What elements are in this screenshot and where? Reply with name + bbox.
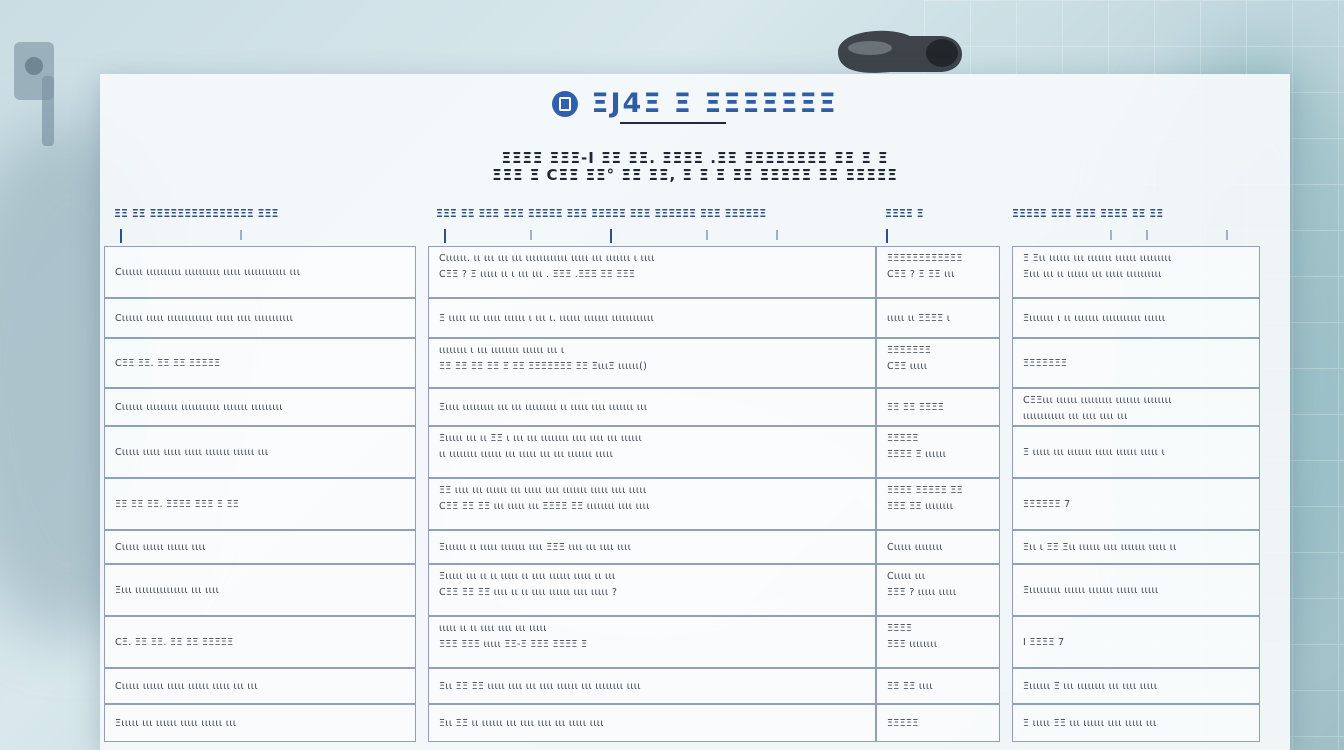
document-title: ΞJ4Ξ Ξ ΞΞΞΞΞΞΞ [591, 88, 838, 119]
table-cell [1012, 246, 1260, 298]
cell-text: CΞ. ΞΞ ΞΞ. ΞΞ ΞΞ ΞΞΞΞΞ [115, 637, 234, 648]
cell-text: CΞΞ ? Ξ ιιιιι ιι ι ιιι ιιι . ΞΞΞ .ΞΞΞ ΞΞ ΞΞΞ [439, 269, 636, 280]
table-cell [428, 426, 876, 478]
table-cell [104, 668, 416, 704]
cell-text: Ξιιι ιιιιιιιιιιιιιιι ιιι ιιιι [115, 585, 220, 596]
cell-text: Ξιιιιι ιιι ιιιιιι ιιιιι ιιιιιι ιιι [115, 718, 237, 729]
table-cell [1012, 668, 1260, 704]
cell-text: Ξιι ι ΞΞ Ξιι ιιιιιι ιιιι ιιιιιιι ιιιιι ιι [1023, 542, 1177, 553]
cell-text: Ξιιι ιιι ιι ιιιιιι ιιι ιιιιι ιιιιιιιιιι [1023, 269, 1162, 280]
cell-text: ΞΞΞ ΞΞ ιιιιιιιι [887, 501, 954, 512]
cell-text: Cιιιιι ιιιιιιιι [887, 542, 943, 553]
column-4-marker-secondary [1146, 230, 1148, 240]
cell-text: ιιιιι ιι ΞΞΞΞ ι [887, 313, 951, 324]
cell-text: Ξ ιιιιι ιιι ιιιιι ιιιιιι ι ιιι ι. ιιιιιι ιιιιιιι ιιιιιιιιιιιι [439, 313, 655, 324]
cell-text: Ι ΞΞΞΞ 7 [1023, 637, 1065, 648]
column-4-title: ΞΞΞΞΞ ΞΞΞ ΞΞΞ ΞΞΞΞ ΞΞ ΞΞ [1012, 207, 1164, 220]
column-1-marker-secondary [240, 230, 242, 240]
cell-text: Ξιιιιι ιιι ιι ιι ιιιιι ιι ιιιι ιιιιιι ιιιιι ιι ιιι [439, 571, 616, 582]
cell-text: ιιιιιιιιιιιι ιιι ιιιι ιιιι ιιι [1023, 411, 1128, 422]
table-cell [104, 298, 416, 338]
table-cell [428, 478, 876, 530]
table-cell [428, 388, 876, 426]
table-cell [104, 388, 416, 426]
cell-text: CΞΞ ΞΞ. ΞΞ ΞΞ ΞΞΞΞΞ [115, 358, 221, 369]
binder-clip-icon [830, 22, 972, 78]
cell-text: Ξιι ΞΞ ΞΞ ιιιιι ιιιι ιιι ιιιι ιιιιιι ιιι ιιιιιιιι ιιιι [439, 681, 641, 692]
cell-text: ιιιιιιιι ι ιιι ιιιιιιιι ιιιιιι ιιι ι [439, 345, 565, 356]
cell-text: ΞΞΞΞ Ξ ιιιιιι [887, 449, 947, 460]
cell-text: ΞΞ ΞΞ ΞΞ ΞΞ Ξ ΞΞ ΞΞΞΞΞΞΞ ΞΞ ΞιιιΞ ιιιιιι() [439, 361, 648, 372]
table-cell [876, 616, 1000, 668]
cell-text: Cιιιιιι ιιιιιιιιιι ιιιιιιιιιι ιιιιι ιιιιιιιιιιιι ιιι [115, 267, 301, 278]
table-cell [428, 530, 876, 564]
cell-text: ΞΞΞΞΞ [887, 718, 919, 729]
table-cell [1012, 530, 1260, 564]
cell-text: Ξιι ΞΞ ιι ιιιιιι ιιι ιιιι ιιιι ιιι ιιιιι ιιιι [439, 718, 604, 729]
cell-text: Ξιιιιιι ιι ιιιιι ιιιιιιι ιιιι ΞΞΞ ιιιι ιιι ιιιι ιιιι [439, 542, 632, 553]
column-4-marker [1110, 230, 1112, 240]
table-cell [876, 564, 1000, 616]
table-cell [104, 564, 416, 616]
cell-text: Cιιιιι ιιιιιι ιιιιιι ιιιι [115, 542, 206, 553]
cell-text: CΞΞ ? Ξ ΞΞ ιιι [887, 269, 955, 280]
table-cell [104, 338, 416, 388]
table-cell [104, 704, 416, 742]
table-cell [104, 478, 416, 530]
cell-text: ΞΞΞΞΞ [887, 433, 919, 444]
table-cell [876, 246, 1000, 298]
table-cell [876, 426, 1000, 478]
cell-text: Ξ Ξιι ιιιιιι ιιι ιιιιιιι ιιιιιι ιιιιιιιιι [1023, 253, 1172, 264]
column-2-marker-tertiary [610, 229, 612, 243]
cell-text: Ξ ιιιιι ιιι ιιιιιιι ιιιιι ιιιιιι ιιιιι ι [1023, 447, 1166, 458]
cell-text: Ξιιιιιιι ι ιι ιιιιιιι ιιιιιιιιιιι ιιιιιι [1023, 313, 1166, 324]
table-cell [876, 668, 1000, 704]
subtitle-line-1: ΞΞΞΞ ΞΞΞ-Ι ΞΞ ΞΞ. ΞΞΞΞ .ΞΞ ΞΞΞΞΞΞΞΞ ΞΞ Ξ Ξ [501, 149, 889, 167]
table-cell [428, 338, 876, 388]
cell-text: Cιιιιιι. ιι ιιι ιιι ιιι ιιιιιιιιιιιι ιιιιι ιιι ιιιιιιι ι ιιιι [439, 253, 655, 264]
cell-text: ΞΞΞΞ ΞΞΞΞΞ ΞΞ [887, 485, 963, 496]
table-cell [876, 338, 1000, 388]
cell-text: CΞΞ ιιιιι [887, 361, 928, 372]
cell-text: ΞΞ ΞΞ ΞΞ. ΞΞΞΞ ΞΞΞ Ξ ΞΞ [115, 499, 240, 510]
table-cell [104, 426, 416, 478]
table-cell [428, 668, 876, 704]
document-sheet [100, 74, 1290, 750]
cell-text: Ξ ιιιιι ΞΞ ιιι ιιιιιι ιιιι ιιιιι ιιι [1023, 718, 1157, 729]
cell-text: ΞΞΞΞΞΞΞ [887, 345, 932, 356]
cell-text: ΞΞΞΞΞΞ 7 [1023, 499, 1071, 510]
table-cell [1012, 338, 1260, 388]
column-2-marker [444, 229, 446, 243]
security-camera-icon [6, 36, 76, 156]
cell-text: ΞΞΞΞ [887, 623, 913, 634]
cell-text: ΞΞΞ ιιιιιιιι [887, 639, 938, 650]
cell-text: ιι ιιιιιιιι ιιιιιι ιιι ιιιιι ιιι ιιι ιιιιιιι ιιιιι [439, 449, 614, 460]
table-cell [876, 478, 1000, 530]
table-cell [1012, 616, 1260, 668]
table-cell [104, 616, 416, 668]
column-3-marker [886, 229, 888, 243]
cell-text: CΞΞ ΞΞ ΞΞ ιιιι ιι ιι ιιιι ιιιιιι ιιιι ιιιιι ? [439, 587, 618, 598]
cell-text: Cιιιιιι ιιιιι ιιιιιιιιιιιιι ιιιιι ιιιι ιιιιιιιιιιι [115, 313, 294, 324]
table-cell [876, 530, 1000, 564]
table-cell [1012, 478, 1260, 530]
column-3-title: ΞΞΞΞ Ξ [885, 207, 924, 220]
table-cell [1012, 704, 1260, 742]
cell-text: Ξιιιιι ιιι ιι ΞΞ ι ιιι ιιι ιιιιιιιι ιιιι ιιιι ιιι ιιιιιι [439, 433, 643, 444]
cell-text: Cιιιιι ιιιιι ιιιιι ιιιιι ιιιιιιι ιιιιιι ιιι [115, 447, 269, 458]
table-cell [876, 704, 1000, 742]
table-cell [428, 564, 876, 616]
cell-text: Cιιιιι ιιι [887, 571, 926, 582]
table-cell [1012, 388, 1260, 426]
document-header [100, 88, 1290, 119]
table-cell [428, 298, 876, 338]
column-4-marker-tertiary [1226, 230, 1228, 240]
column-1-marker [120, 229, 122, 243]
cell-text: CΞΞιιι ιιιιιι ιιιιιιιιι ιιιιιιι ιιιιιιιι [1023, 395, 1172, 406]
table-cell [428, 616, 876, 668]
cell-text: ΞΞΞ ? ιιιιι ιιιιι [887, 587, 957, 598]
cell-text: ΞΞΞ ΞΞΞ ιιιιι ΞΞ-Ξ ΞΞΞ ΞΞΞΞ Ξ [439, 639, 588, 650]
logo-icon [552, 91, 578, 117]
column-2-marker-quinary [776, 230, 778, 240]
cell-text: ιιιιι ιι ιι ιιιι ιιιι ιιι ιιιιι [439, 623, 547, 634]
table-cell [104, 246, 416, 298]
cell-text: Ξιιιιιι Ξ ιιι ιιιιιιιι ιιι ιιιι ιιιιι [1023, 681, 1158, 692]
title-underline [620, 122, 726, 124]
column-1-title: ΞΞ ΞΞ ΞΞΞΞΞΞΞΞΞΞΞΞΞΞΞ ΞΞΞ [114, 207, 279, 220]
cell-text: Ξιιιιιιιιι ιιιιιι ιιιιιιι ιιιιιι ιιιιι [1023, 585, 1159, 596]
cell-text: ΞΞ ΞΞ ιιιι [887, 681, 933, 692]
cell-text: Cιιιιι ιιιιιι ιιιιι ιιιιιι ιιιιι ιιι ιιι [115, 681, 258, 692]
table-cell [428, 704, 876, 742]
cell-text: CΞΞ ΞΞ ΞΞ ιιι ιιιιι ιιι ΞΞΞΞ ΞΞ ιιιιιιιι ιιιι ιιιι [439, 501, 650, 512]
table-cell [876, 388, 1000, 426]
cell-text: ΞΞ ιιιι ιιι ιιιιιι ιιι ιιιιι ιιιι ιιιιιιι ιιιιι ιιιι ιιιιι [439, 485, 647, 496]
table-cell [1012, 564, 1260, 616]
table-cell [428, 246, 876, 298]
column-2-marker-quaternary [706, 230, 708, 240]
table-cell [104, 530, 416, 564]
table-cell [1012, 298, 1260, 338]
subtitle-line-2: ΞΞΞ Ξ CΞΞ ΞΞ° ΞΞ ΞΞ, Ξ Ξ Ξ ΞΞ ΞΞΞΞΞ ΞΞ ΞΞΞΞΞ [492, 166, 898, 184]
column-2-marker-secondary [530, 230, 532, 240]
cell-text: Ξιιιι ιιιιιιιιι ιιι ιιι ιιιιιιιιι ιι ιιιιι ιιιι ιιιιιιι ιιι [439, 402, 648, 413]
cell-text: ΞΞΞΞΞΞΞ [1023, 358, 1068, 369]
cell-text: ΞΞ ΞΞ ΞΞΞΞ [887, 402, 945, 413]
table-cell [876, 298, 1000, 338]
table-cell [1012, 426, 1260, 478]
cell-text: Cιιιιιι ιιιιιιιιι ιιιιιιιιιιι ιιιιιιι ιιιιιιιιι [115, 402, 283, 413]
cell-text: ΞΞΞΞΞΞΞΞΞΞΞΞ [887, 253, 963, 264]
column-2-title: ΞΞΞ ΞΞ ΞΞΞ ΞΞΞ ΞΞΞΞΞ ΞΞΞ ΞΞΞΞΞ ΞΞΞ ΞΞΞΞΞΞ ΞΞΞ ΞΞΞΞΞΞ [436, 207, 767, 220]
